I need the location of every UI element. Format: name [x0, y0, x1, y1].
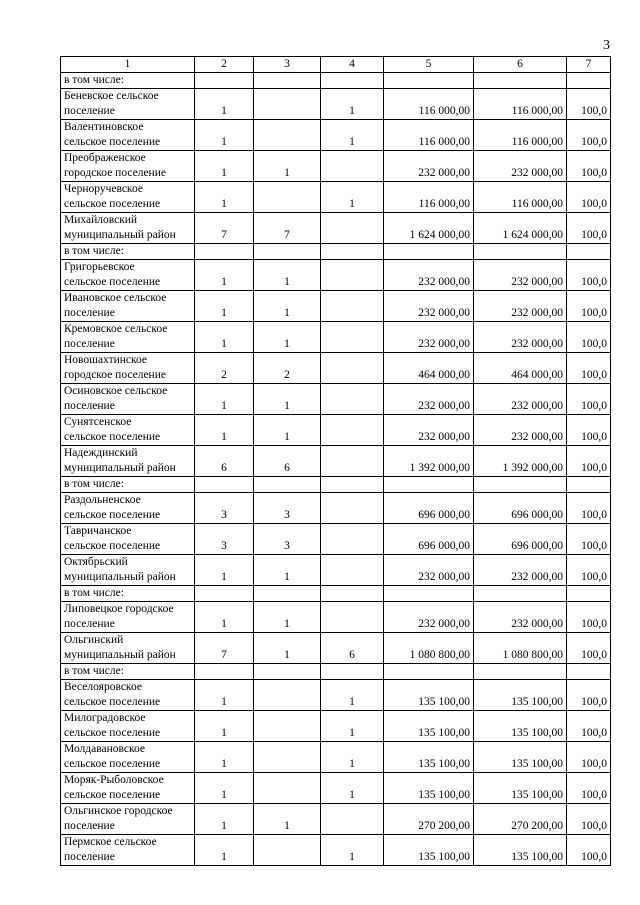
- row-name-line: сельское поселение: [64, 136, 161, 148]
- cell-col-7: 100,0: [567, 182, 611, 213]
- cell-col-5: 1 080 800,00: [384, 633, 474, 664]
- cell-col-5: 232 000,00: [384, 384, 474, 415]
- cell-col-3: [254, 120, 321, 151]
- cell-col-5: 116 000,00: [384, 89, 474, 120]
- row-name: [61, 446, 195, 477]
- cell-col-7: 100,0: [567, 773, 611, 804]
- cell-col-3: [254, 182, 321, 213]
- row-name-line: в том числе:: [64, 245, 124, 257]
- column-header-1: 1: [61, 57, 195, 73]
- cell-col-7: 100,0: [567, 835, 611, 866]
- row-name: [61, 415, 195, 446]
- column-header-2: 2: [195, 57, 254, 73]
- cell-col-3: [254, 680, 321, 711]
- cell-col-3: [254, 742, 321, 773]
- row-name-line: сельское поселение: [64, 727, 161, 739]
- row-name-line: Черноручевское: [64, 183, 143, 195]
- row-name-line: Пермское сельское: [64, 836, 157, 848]
- cell-col-7: 100,0: [567, 446, 611, 477]
- cell-col-7: 100,0: [567, 260, 611, 291]
- cell-col-5: 135 100,00: [384, 773, 474, 804]
- row-name: [61, 742, 195, 773]
- row-name-line: сельское поселение: [64, 276, 161, 288]
- row-name-line: Осиновское сельское: [64, 385, 168, 397]
- row-name-line: муниципальный район: [64, 571, 176, 583]
- row-name-line: Милоградовское: [64, 712, 146, 724]
- row-name-line: Валентиновское: [64, 121, 144, 133]
- row-name: [61, 602, 195, 633]
- row-name-line: Ивановское сельское: [64, 292, 167, 304]
- cell-col-6: 116 000,00: [474, 120, 567, 151]
- cell-col-4: [321, 602, 384, 633]
- cell-col-5: 232 000,00: [384, 260, 474, 291]
- cell-col-4: 1: [321, 773, 384, 804]
- cell-col-6: 135 100,00: [474, 773, 567, 804]
- cell-col-3: 1: [254, 633, 321, 664]
- table-row: [61, 742, 611, 773]
- row-name-line: поселение: [64, 105, 115, 117]
- table-row: [61, 804, 611, 835]
- cell-col-6: 232 000,00: [474, 260, 567, 291]
- table-row: [61, 182, 611, 213]
- row-name-line: поселение: [64, 400, 115, 412]
- row-name-line: сельское поселение: [64, 509, 161, 521]
- cell-col-6: 135 100,00: [474, 742, 567, 773]
- cell-col-5: 135 100,00: [384, 711, 474, 742]
- cell-col-6: 1 392 000,00: [474, 446, 567, 477]
- cell-col-4: [321, 664, 384, 680]
- row-name: [61, 353, 195, 384]
- cell-col-3: 1: [254, 602, 321, 633]
- cell-col-4: 1: [321, 89, 384, 120]
- cell-col-7: 100,0: [567, 89, 611, 120]
- cell-col-3: [254, 477, 321, 493]
- cell-col-3: [254, 773, 321, 804]
- cell-col-6: 232 000,00: [474, 415, 567, 446]
- cell-col-6: 1 624 000,00: [474, 213, 567, 244]
- cell-col-3: 1: [254, 322, 321, 353]
- table-row: [61, 586, 611, 602]
- cell-col-4: [321, 260, 384, 291]
- cell-col-4: [321, 151, 384, 182]
- cell-col-2: 3: [195, 493, 254, 524]
- row-name-line: сельское поселение: [64, 696, 161, 708]
- cell-col-2: 1: [195, 804, 254, 835]
- cell-col-7: 100,0: [567, 415, 611, 446]
- table-row: [61, 680, 611, 711]
- cell-col-7: 100,0: [567, 555, 611, 586]
- table-row: [61, 493, 611, 524]
- row-name: [61, 586, 195, 602]
- row-name-line: Липовецкое городское: [64, 603, 174, 615]
- cell-col-2: 1: [195, 711, 254, 742]
- cell-col-4: 1: [321, 120, 384, 151]
- cell-col-6: 116 000,00: [474, 182, 567, 213]
- table-row: [61, 773, 611, 804]
- cell-col-2: 1: [195, 415, 254, 446]
- cell-col-4: [321, 555, 384, 586]
- cell-col-6: 232 000,00: [474, 291, 567, 322]
- column-header-7: 7: [567, 57, 611, 73]
- cell-col-5: 116 000,00: [384, 120, 474, 151]
- row-name-line: городское поселение: [64, 167, 166, 179]
- cell-col-2: 3: [195, 524, 254, 555]
- cell-col-7: 100,0: [567, 151, 611, 182]
- row-name: [61, 384, 195, 415]
- column-header-4: 4: [321, 57, 384, 73]
- cell-col-6: 464 000,00: [474, 353, 567, 384]
- row-name-line: городское поселение: [64, 369, 166, 381]
- cell-col-4: [321, 415, 384, 446]
- row-name-line: Молдавановское: [64, 743, 145, 755]
- row-name: [61, 664, 195, 680]
- row-name-line: поселение: [64, 618, 115, 630]
- row-name: [61, 291, 195, 322]
- cell-col-6: 135 100,00: [474, 835, 567, 866]
- cell-col-6: [474, 477, 567, 493]
- cell-col-3: 2: [254, 353, 321, 384]
- row-name-line: в том числе:: [64, 665, 124, 677]
- table-row: [61, 446, 611, 477]
- cell-col-6: [474, 244, 567, 260]
- cell-col-7: [567, 73, 611, 89]
- cell-col-4: [321, 291, 384, 322]
- table-row: [61, 835, 611, 866]
- cell-col-7: 100,0: [567, 322, 611, 353]
- cell-col-2: [195, 244, 254, 260]
- column-header-5: 5: [384, 57, 474, 73]
- cell-col-5: [384, 244, 474, 260]
- row-name: [61, 804, 195, 835]
- cell-col-3: 1: [254, 291, 321, 322]
- cell-col-3: [254, 711, 321, 742]
- cell-col-6: [474, 664, 567, 680]
- row-name-line: Григорьевское: [64, 261, 135, 273]
- cell-col-6: 116 000,00: [474, 89, 567, 120]
- row-name: [61, 711, 195, 742]
- cell-col-7: 100,0: [567, 742, 611, 773]
- cell-col-5: 116 000,00: [384, 182, 474, 213]
- row-name-line: в том числе:: [64, 478, 124, 490]
- cell-col-3: 1: [254, 804, 321, 835]
- row-name-line: Раздольненское: [64, 494, 141, 506]
- cell-col-3: 7: [254, 213, 321, 244]
- page-number: 3: [603, 38, 610, 53]
- cell-col-5: 1 392 000,00: [384, 446, 474, 477]
- row-name-line: Моряк-Рыболовское: [64, 774, 164, 786]
- row-name-line: в том числе:: [64, 74, 124, 86]
- cell-col-5: 232 000,00: [384, 322, 474, 353]
- cell-col-4: [321, 804, 384, 835]
- cell-col-2: 1: [195, 835, 254, 866]
- cell-col-5: 696 000,00: [384, 493, 474, 524]
- cell-col-3: 1: [254, 555, 321, 586]
- cell-col-3: [254, 89, 321, 120]
- row-name-line: Тавричанское: [64, 525, 132, 537]
- cell-col-5: 135 100,00: [384, 680, 474, 711]
- row-name: [61, 213, 195, 244]
- cell-col-3: 3: [254, 524, 321, 555]
- cell-col-7: 100,0: [567, 602, 611, 633]
- cell-col-2: 1: [195, 773, 254, 804]
- row-name: [61, 182, 195, 213]
- cell-col-7: [567, 586, 611, 602]
- cell-col-5: 135 100,00: [384, 835, 474, 866]
- cell-col-4: [321, 524, 384, 555]
- table-row: [61, 120, 611, 151]
- cell-col-7: 100,0: [567, 711, 611, 742]
- table-row: [61, 89, 611, 120]
- cell-col-3: [254, 586, 321, 602]
- row-name-line: сельское поселение: [64, 789, 161, 801]
- cell-col-4: [321, 213, 384, 244]
- table-row: [61, 151, 611, 182]
- row-name-line: поселение: [64, 338, 115, 350]
- cell-col-5: 270 200,00: [384, 804, 474, 835]
- cell-col-6: 1 080 800,00: [474, 633, 567, 664]
- header-row: [61, 57, 611, 73]
- row-name-line: Кремовское сельское: [64, 323, 168, 335]
- table-row: [61, 555, 611, 586]
- cell-col-3: [254, 835, 321, 866]
- row-name-line: муниципальный район: [64, 229, 176, 241]
- table-row: [61, 633, 611, 664]
- cell-col-5: 1 624 000,00: [384, 213, 474, 244]
- cell-col-7: 100,0: [567, 493, 611, 524]
- cell-col-6: 270 200,00: [474, 804, 567, 835]
- row-name-line: Ольгинское городское: [64, 805, 173, 817]
- table-row: [61, 711, 611, 742]
- table-row: [61, 477, 611, 493]
- cell-col-7: 100,0: [567, 291, 611, 322]
- cell-col-7: 100,0: [567, 120, 611, 151]
- table-row: [61, 664, 611, 680]
- data-table: [60, 56, 611, 866]
- cell-col-5: 464 000,00: [384, 353, 474, 384]
- table-row: [61, 602, 611, 633]
- cell-col-2: [195, 477, 254, 493]
- cell-col-6: 232 000,00: [474, 555, 567, 586]
- row-name: [61, 151, 195, 182]
- row-name-line: сельское поселение: [64, 540, 161, 552]
- table-row: [61, 353, 611, 384]
- cell-col-2: 1: [195, 151, 254, 182]
- cell-col-2: 7: [195, 213, 254, 244]
- cell-col-2: 1: [195, 742, 254, 773]
- cell-col-4: [321, 322, 384, 353]
- cell-col-7: 100,0: [567, 353, 611, 384]
- cell-col-7: [567, 664, 611, 680]
- cell-col-3: [254, 73, 321, 89]
- cell-col-2: 1: [195, 120, 254, 151]
- cell-col-4: [321, 493, 384, 524]
- cell-col-2: 1: [195, 182, 254, 213]
- cell-col-3: 1: [254, 151, 321, 182]
- table-row: [61, 384, 611, 415]
- row-name-line: сельское поселение: [64, 431, 161, 443]
- row-name-line: Октябрьский: [64, 556, 128, 568]
- row-name-line: Веселояровское: [64, 681, 142, 693]
- row-name: [61, 89, 195, 120]
- cell-col-2: 1: [195, 555, 254, 586]
- cell-col-6: 232 000,00: [474, 602, 567, 633]
- row-name-line: поселение: [64, 820, 115, 832]
- cell-col-4: 1: [321, 182, 384, 213]
- row-name: [61, 120, 195, 151]
- cell-col-5: [384, 586, 474, 602]
- cell-col-7: [567, 477, 611, 493]
- cell-col-4: 1: [321, 711, 384, 742]
- cell-col-4: [321, 244, 384, 260]
- cell-col-3: 6: [254, 446, 321, 477]
- cell-col-7: 100,0: [567, 680, 611, 711]
- table-body: [61, 73, 611, 866]
- cell-col-4: [321, 446, 384, 477]
- cell-col-7: 100,0: [567, 804, 611, 835]
- cell-col-2: 2: [195, 353, 254, 384]
- cell-col-2: [195, 586, 254, 602]
- cell-col-5: 232 000,00: [384, 151, 474, 182]
- row-name-line: Новошахтинское: [64, 354, 148, 366]
- row-name: [61, 835, 195, 866]
- row-name: [61, 244, 195, 260]
- cell-col-5: 696 000,00: [384, 524, 474, 555]
- cell-col-2: [195, 73, 254, 89]
- cell-col-4: [321, 353, 384, 384]
- row-name: [61, 260, 195, 291]
- row-name-line: Ольгинский: [64, 634, 124, 646]
- cell-col-5: 232 000,00: [384, 291, 474, 322]
- cell-col-7: 100,0: [567, 213, 611, 244]
- cell-col-2: [195, 664, 254, 680]
- row-name: [61, 524, 195, 555]
- cell-col-6: [474, 586, 567, 602]
- row-name-line: муниципальный район: [64, 462, 176, 474]
- row-name-line: поселение: [64, 851, 115, 863]
- cell-col-4: 1: [321, 680, 384, 711]
- cell-col-5: [384, 664, 474, 680]
- row-name: [61, 773, 195, 804]
- cell-col-3: 1: [254, 384, 321, 415]
- row-name: [61, 493, 195, 524]
- cell-col-4: 6: [321, 633, 384, 664]
- row-name: [61, 555, 195, 586]
- table-row: [61, 524, 611, 555]
- cell-col-7: 100,0: [567, 384, 611, 415]
- cell-col-2: 1: [195, 384, 254, 415]
- cell-col-3: [254, 244, 321, 260]
- cell-col-5: 232 000,00: [384, 555, 474, 586]
- table-row: [61, 213, 611, 244]
- cell-col-5: [384, 73, 474, 89]
- row-name-line: поселение: [64, 307, 115, 319]
- cell-col-6: 696 000,00: [474, 524, 567, 555]
- cell-col-6: 696 000,00: [474, 493, 567, 524]
- table-row: [61, 291, 611, 322]
- cell-col-2: 6: [195, 446, 254, 477]
- cell-col-6: 135 100,00: [474, 711, 567, 742]
- cell-col-3: 1: [254, 260, 321, 291]
- cell-col-7: 100,0: [567, 633, 611, 664]
- cell-col-6: 232 000,00: [474, 384, 567, 415]
- table-row: [61, 73, 611, 89]
- cell-col-2: 1: [195, 322, 254, 353]
- cell-col-2: 1: [195, 260, 254, 291]
- row-name: [61, 633, 195, 664]
- cell-col-6: 135 100,00: [474, 680, 567, 711]
- cell-col-5: 232 000,00: [384, 415, 474, 446]
- cell-col-6: [474, 73, 567, 89]
- row-name-line: Беневское сельское: [64, 90, 159, 102]
- column-header-3: 3: [254, 57, 321, 73]
- row-name-line: в том числе:: [64, 587, 124, 599]
- row-name-line: Надеждинский: [64, 447, 138, 459]
- column-header-6: 6: [474, 57, 567, 73]
- cell-col-3: 3: [254, 493, 321, 524]
- cell-col-7: 100,0: [567, 524, 611, 555]
- cell-col-3: 1: [254, 415, 321, 446]
- row-name-line: Михайловский: [64, 214, 138, 226]
- cell-col-4: [321, 477, 384, 493]
- row-name-line: Преображенское: [64, 152, 146, 164]
- cell-col-4: [321, 384, 384, 415]
- cell-col-2: 1: [195, 602, 254, 633]
- row-name: [61, 477, 195, 493]
- table-row: [61, 260, 611, 291]
- cell-col-2: 7: [195, 633, 254, 664]
- table-row: [61, 322, 611, 353]
- cell-col-2: 1: [195, 291, 254, 322]
- cell-col-4: [321, 73, 384, 89]
- row-name: [61, 680, 195, 711]
- cell-col-2: 1: [195, 680, 254, 711]
- table-row: [61, 415, 611, 446]
- cell-col-2: 1: [195, 89, 254, 120]
- cell-col-5: [384, 477, 474, 493]
- cell-col-3: [254, 664, 321, 680]
- table-row: [61, 244, 611, 260]
- cell-col-5: 232 000,00: [384, 602, 474, 633]
- row-name: [61, 322, 195, 353]
- cell-col-5: 135 100,00: [384, 742, 474, 773]
- cell-col-7: [567, 244, 611, 260]
- row-name: [61, 73, 195, 89]
- row-name-line: сельское поселение: [64, 758, 161, 770]
- cell-col-4: 1: [321, 835, 384, 866]
- row-name-line: Сунятсенское: [64, 416, 132, 428]
- cell-col-6: 232 000,00: [474, 322, 567, 353]
- cell-col-6: 232 000,00: [474, 151, 567, 182]
- cell-col-4: [321, 586, 384, 602]
- cell-col-4: 1: [321, 742, 384, 773]
- row-name-line: сельское поселение: [64, 198, 161, 210]
- row-name-line: муниципальный район: [64, 649, 176, 661]
